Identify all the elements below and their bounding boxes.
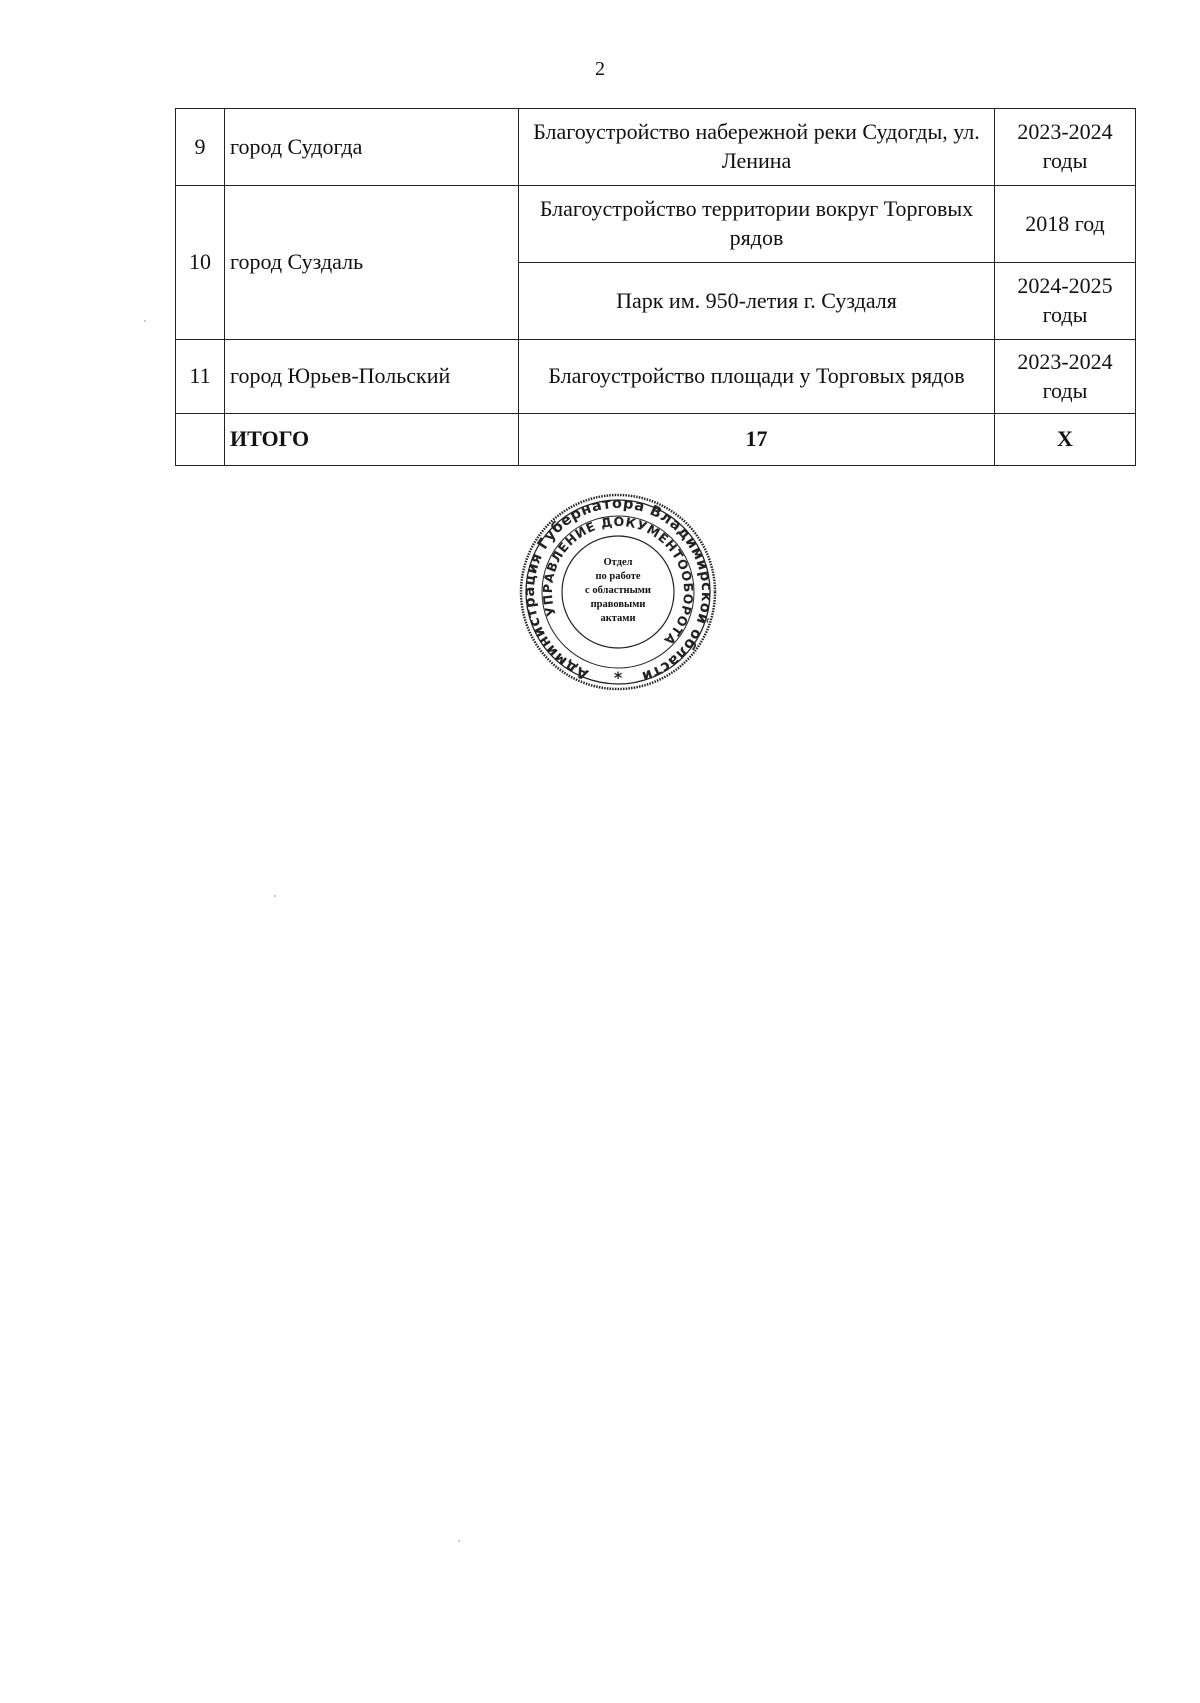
project-years: 2024-2025 годы	[995, 263, 1136, 340]
total-count: 17	[519, 414, 995, 466]
stamp-center-line: Отдел	[603, 557, 633, 568]
row-number: 9	[176, 109, 225, 186]
stamp-outer-text: Администрация Губернатора Владимирской области	[521, 495, 715, 685]
stamp-center-line: актами	[600, 613, 636, 624]
city-name: город Суздаль	[225, 186, 519, 340]
projects-table	[175, 108, 1136, 466]
stamp-center-line: с областными	[585, 585, 651, 596]
total-years: Х	[995, 414, 1136, 466]
table-row	[176, 340, 1136, 414]
stamp-center-line: по работе	[595, 571, 641, 582]
scan-speck	[144, 320, 146, 322]
page-number: 2	[595, 58, 605, 80]
total-row	[176, 414, 1136, 466]
row-number: 11	[176, 340, 225, 414]
project-years: 2018 год	[995, 186, 1136, 263]
project-years: 2023-2024 годы	[995, 340, 1136, 414]
city-name: город Юрьев-Польский	[225, 340, 519, 414]
stamp-center-line: правовыми	[590, 599, 646, 610]
project-name: Парк им. 950-летия г. Суздаля	[519, 263, 995, 340]
official-stamp	[518, 492, 718, 692]
total-empty-cell	[176, 414, 225, 466]
table-row	[176, 109, 1136, 186]
stamp-inner-text: УПРАВЛЕНИЕ ДОКУМЕНТООБОРОТА	[539, 513, 697, 649]
project-name: Благоустройство площади у Торговых рядов	[519, 340, 995, 414]
project-years: 2023-2024 годы	[995, 109, 1136, 186]
scan-speck	[458, 1540, 460, 1542]
project-name: Благоустройство набережной реки Судогды, ул. Ленина	[519, 109, 995, 186]
city-name: город Судогда	[225, 109, 519, 186]
stamp-star-icon: *	[613, 668, 623, 687]
row-number: 10	[176, 186, 225, 340]
total-label: ИТОГО	[225, 414, 519, 466]
scan-speck	[274, 895, 276, 897]
project-name: Благоустройство территории вокруг Торговых рядов	[519, 186, 995, 263]
table-row	[176, 186, 1136, 263]
